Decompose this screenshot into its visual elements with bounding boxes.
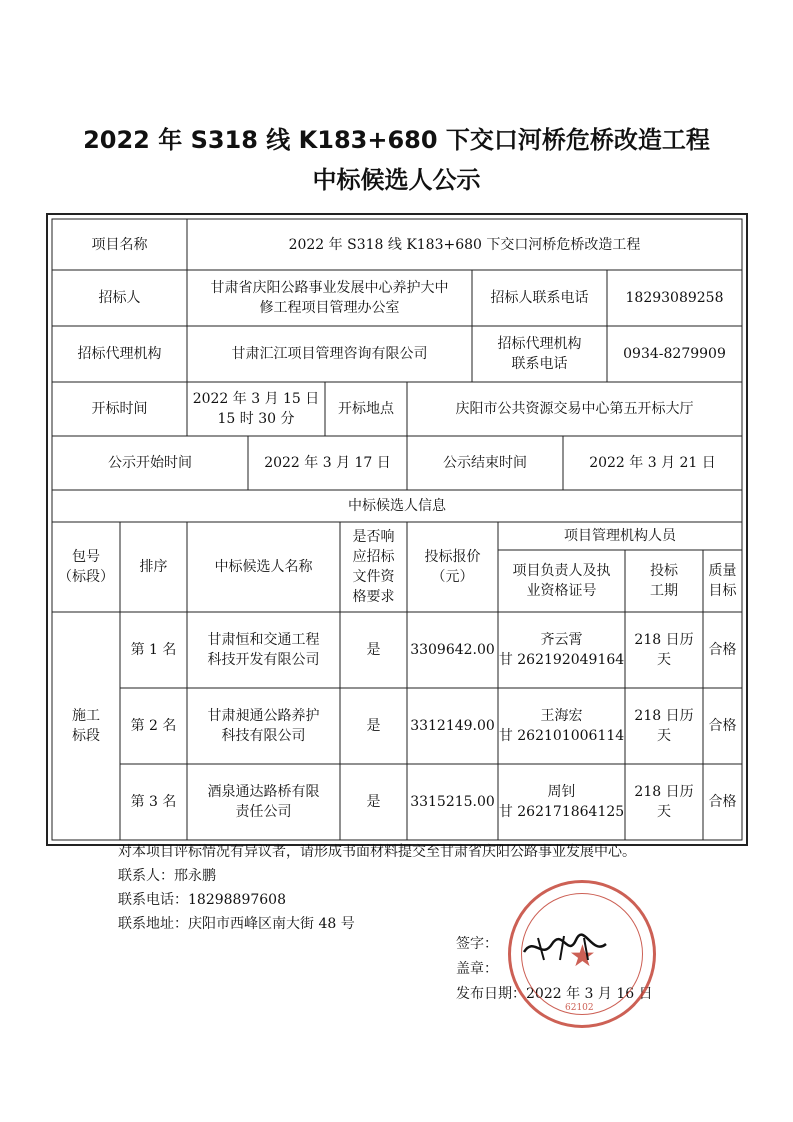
open-place-value: 庆阳市公共资源交易中心第五开标大厅 — [455, 401, 694, 417]
header-package-line-1: 包号 — [72, 549, 100, 565]
header-manager — [498, 550, 625, 612]
header-period-line-2: 工期 — [650, 583, 678, 599]
row2-price: 3312149.00 — [410, 718, 495, 734]
row2-quality: 合格 — [708, 718, 737, 734]
header-conform-line-4: 格要求 — [352, 589, 395, 605]
header-manager-line-2: 业资格证号 — [526, 583, 597, 599]
tenderer-value-line-2: 修工程项目管理办公室 — [259, 300, 400, 316]
row1-name-line-1: 甘肃恒和交通工程 — [207, 632, 320, 648]
header-package — [52, 522, 120, 612]
header-period-line-1: 投标 — [650, 563, 678, 579]
row2-name-line-1: 甘肃昶通公路养护 — [207, 708, 320, 724]
header-pm-group: 项目管理机构人员 — [564, 528, 676, 544]
header-price-line-1: 投标报价 — [424, 549, 481, 565]
handwritten-signature — [520, 930, 610, 966]
section-title: 中标候选人信息 — [348, 498, 446, 514]
header-price-line-2: （元） — [431, 569, 474, 585]
row2-manager-name: 王海宏 — [540, 708, 583, 724]
row2-period-line-2: 天 — [657, 728, 671, 744]
tenderer-phone-value: 18293089258 — [625, 290, 724, 306]
header-package-line-2: （标段） — [58, 569, 114, 585]
row3-quality: 合格 — [708, 794, 737, 810]
row3-price: 3315215.00 — [410, 794, 495, 810]
row2-period — [625, 688, 703, 764]
row1-rank: 第 1 名 — [130, 642, 177, 658]
contact-person: 联系人：邢永鹏 — [118, 868, 216, 884]
agency-phone-value: 0934-8279909 — [623, 346, 726, 362]
publish-date: 发布日期：2022 年 3 月 16 日 — [456, 986, 653, 1002]
header-quality-line-1: 质量 — [708, 563, 737, 579]
row1-name-line-2: 科技开发有限公司 — [207, 652, 320, 668]
row3-conform: 是 — [366, 794, 381, 810]
row3-period-line-1: 218 日历 — [634, 784, 694, 800]
title-line-2: 中标候选人公示 — [312, 166, 481, 194]
row3-manager-name: 周钊 — [547, 784, 576, 800]
objection-note: 对本项目评标情况有异议者，请形成书面材料提交至甘肃省庆阳公路事业发展中心。 — [118, 844, 636, 860]
row3-rank: 第 3 名 — [130, 794, 177, 810]
seal-label: 盖章： — [456, 961, 498, 977]
contact-address: 联系地址：庆阳市西峰区南大街 48 号 — [118, 916, 355, 932]
row1-manager — [498, 612, 625, 688]
row1-name — [187, 612, 340, 688]
agency-label: 招标代理机构 — [77, 346, 162, 362]
row3-name — [187, 764, 340, 840]
agency-value: 甘肃汇江项目管理咨询有限公司 — [231, 346, 428, 362]
row1-period — [625, 612, 703, 688]
row2-manager-cert: 甘 262101006114 — [498, 728, 625, 744]
agency-phone-label-line-2: 联系电话 — [511, 356, 568, 372]
project-name-value: 2022 年 S318 线 K183+680 下交口河桥危桥改造工程 — [288, 236, 641, 253]
row1-manager-cert: 甘 262192049164 — [498, 652, 625, 668]
open-time-date: 2022 年 3 月 15 日 — [192, 391, 320, 407]
row3-name-line-2: 责任公司 — [235, 804, 292, 820]
row2-name — [187, 688, 340, 764]
row2-conform: 是 — [366, 718, 381, 734]
row1-period-line-1: 218 日历 — [634, 632, 694, 648]
header-conform-line-2: 应招标 — [352, 549, 395, 565]
row2-rank: 第 2 名 — [130, 718, 177, 734]
row3-manager-cert: 甘 262171864125 — [498, 804, 625, 820]
header-conform-line-3: 文件资 — [352, 569, 395, 585]
header-price — [407, 522, 498, 612]
row3-period-line-2: 天 — [657, 804, 671, 820]
row1-quality: 合格 — [708, 642, 737, 658]
seal-code: 62102 — [565, 1003, 594, 1013]
row3-manager — [498, 764, 625, 840]
package-cell — [52, 612, 120, 840]
header-manager-line-1: 项目负责人及执 — [512, 563, 611, 579]
header-name: 中标候选人名称 — [214, 559, 313, 575]
seal-star-icon: ★ — [569, 939, 596, 974]
row1-period-line-2: 天 — [657, 652, 671, 668]
row2-name-line-2: 科技有限公司 — [221, 728, 306, 744]
pub-end-label: 公示结束时间 — [443, 455, 527, 471]
title-line-1: 2022 年 S318 线 K183+680 下交口河桥危桥改造工程 — [83, 126, 710, 154]
pub-end-value: 2022 年 3 月 21 日 — [589, 455, 716, 471]
agency-phone-label — [472, 326, 607, 382]
open-time-value — [187, 382, 325, 436]
tenderer-value-line-1: 甘肃省庆阳公路事业发展中心养护大中 — [210, 280, 449, 296]
header-conform-line-1: 是否响 — [352, 529, 395, 545]
pub-start-value: 2022 年 3 月 17 日 — [264, 455, 391, 471]
open-time-hour: 15 时 30 分 — [217, 411, 295, 427]
header-quality-line-2: 目标 — [708, 583, 737, 599]
header-period — [625, 550, 703, 612]
open-time-label: 开标时间 — [91, 401, 148, 417]
row1-price: 3309642.00 — [410, 642, 495, 658]
row1-manager-name: 齐云霄 — [540, 632, 583, 648]
sign-label: 签字： — [456, 936, 498, 952]
row1-conform: 是 — [366, 642, 381, 658]
agency-phone-label-line-1: 招标代理机构 — [497, 336, 582, 352]
open-place-label: 开标地点 — [338, 401, 394, 417]
tenderer-label: 招标人 — [98, 290, 141, 306]
tenderer-phone-label: 招标人联系电话 — [490, 290, 589, 306]
row3-period — [625, 764, 703, 840]
pub-start-label: 公示开始时间 — [108, 455, 192, 471]
row3-name-line-1: 酒泉通达路桥有限 — [207, 784, 320, 800]
row2-period-line-1: 218 日历 — [634, 708, 694, 724]
row2-manager — [498, 688, 625, 764]
header-conform — [340, 522, 407, 612]
contact-phone: 联系电话：18298897608 — [118, 892, 286, 908]
tenderer-value — [187, 270, 472, 326]
package-line-1: 施工 — [72, 708, 100, 724]
package-line-2: 标段 — [72, 728, 100, 744]
project-name-label: 项目名称 — [91, 236, 148, 253]
header-quality — [703, 550, 742, 612]
header-rank: 排序 — [139, 559, 168, 575]
